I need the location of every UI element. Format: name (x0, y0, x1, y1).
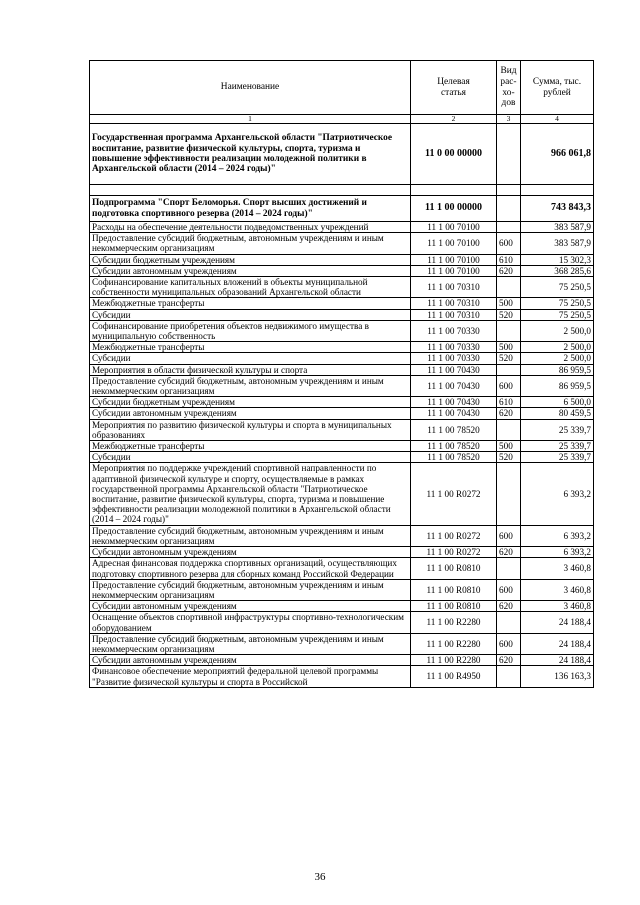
table-row (90, 375, 594, 396)
table-row (90, 277, 594, 298)
row-code: 11 1 00 70330 (411, 353, 497, 364)
row-code: 11 1 00 78520 (411, 452, 497, 463)
table-row (90, 633, 594, 654)
row-code: 11 1 00 78520 (411, 441, 497, 452)
row-name: Мероприятия в области физической культуры и спорта (90, 364, 411, 375)
row-name: Оснащение объектов спортивной инфраструктуры спортивно-технологическим оборудованием (90, 612, 411, 633)
row-code: 11 1 00 R2280 (411, 612, 497, 633)
row-expense-type (497, 222, 521, 233)
row-expense-type: 620 (497, 547, 521, 558)
row-sum: 25 339,7 (521, 441, 594, 452)
column-number: 1 (90, 115, 411, 124)
table-row (90, 222, 594, 233)
row-sum: 86 959,5 (521, 364, 594, 375)
row-name: Предоставление субсидий бюджетным, автономным учреждениям и иным некоммерческим организациям (90, 579, 411, 600)
page-number: 36 (314, 871, 326, 883)
row-sum: 75 250,5 (521, 309, 594, 320)
column-number: 3 (497, 115, 521, 124)
row-name: Финансовое обеспечение мероприятий федеральной целевой программы "Развитие физической культуры и спорта в Российской (90, 666, 411, 687)
row-code: 11 1 00 R2280 (411, 633, 497, 654)
row-name: Мероприятия по поддержке учреждений спортивной направленности по адаптивной физической культуре и спорту, осуществляемые в рамках государственной программы Архангельской области "Патриотическое воспитание, развитие физической культуры, спорта, туризма и повышение эффективности реализации молодежной политики в Архангельской области (2014 – 2024 годы)" (90, 463, 411, 525)
row-expense-type (497, 277, 521, 298)
row-sum: 383 587,9 (521, 233, 594, 254)
row-expense-type: 500 (497, 342, 521, 353)
row-code: 11 1 00 R0272 (411, 547, 497, 558)
row-code: 11 1 00 R0810 (411, 601, 497, 612)
row-name: Субсидии автономным учреждениям (90, 601, 411, 612)
table-row (90, 408, 594, 419)
row-sum: 24 188,4 (521, 655, 594, 666)
row-expense-type: 600 (497, 633, 521, 654)
table-row (90, 579, 594, 600)
table-row (90, 463, 594, 525)
row-sum: 136 163,3 (521, 666, 594, 687)
table-row (90, 298, 594, 309)
table-row (90, 265, 594, 276)
row-code: 11 1 00 70430 (411, 375, 497, 396)
row-expense-type: 620 (497, 265, 521, 276)
row-expense-type (497, 463, 521, 525)
row-name: Субсидии (90, 309, 411, 320)
row-expense-type: 520 (497, 452, 521, 463)
header-target-article: Целевая статья (411, 61, 497, 115)
program-row (90, 124, 594, 185)
row-expense-type: 620 (497, 655, 521, 666)
table-row (90, 309, 594, 320)
row-expense-type (497, 558, 521, 579)
row-name: Софинансирование капитальных вложений в объекты муниципальной собственности муниципальных образований Архангельской области (90, 277, 411, 298)
row-sum: 368 285,6 (521, 265, 594, 276)
row-name: Межбюджетные трансферты (90, 342, 411, 353)
row-expense-type: 600 (497, 233, 521, 254)
row-name: Софинансирование приобретения объектов недвижимого имущества в муниципальную собственность (90, 320, 411, 341)
row-code: 11 1 00 70330 (411, 320, 497, 341)
row-code: 11 1 00 70100 (411, 254, 497, 265)
row-sum: 3 460,8 (521, 558, 594, 579)
table-row (90, 342, 594, 353)
row-expense-type (497, 320, 521, 341)
row-sum: 6 393,2 (521, 547, 594, 558)
row-name: Предоставление субсидий бюджетным, автономным учреждениям и иным некоммерческим организациям (90, 525, 411, 546)
row-sum: 80 459,5 (521, 408, 594, 419)
header-sum: Сумма, тыс. рублей (521, 61, 594, 115)
row-sum: 24 188,4 (521, 612, 594, 633)
row-expense-type: 610 (497, 397, 521, 408)
table-row (90, 525, 594, 546)
row-expense-type: 610 (497, 254, 521, 265)
table-row (90, 397, 594, 408)
row-expense-type (497, 612, 521, 633)
row-expense-type: 620 (497, 601, 521, 612)
row-expense-type: 620 (497, 408, 521, 419)
row-sum: 6 393,2 (521, 463, 594, 525)
row-sum: 3 460,8 (521, 601, 594, 612)
row-name: Межбюджетные трансферты (90, 298, 411, 309)
row-expense-type: 500 (497, 441, 521, 452)
row-code: 11 1 00 70100 (411, 222, 497, 233)
column-number: 2 (411, 115, 497, 124)
subprogram-code: 11 1 00 00000 (411, 196, 497, 222)
row-code: 11 1 00 70310 (411, 298, 497, 309)
subprogram-sum: 743 843,3 (521, 196, 594, 222)
row-sum: 86 959,5 (521, 375, 594, 396)
row-code: 11 1 00 R0810 (411, 558, 497, 579)
row-name: Мероприятия по развитию физической культуры и спорта в муниципальных образованиях (90, 419, 411, 440)
row-sum: 6 500,0 (521, 397, 594, 408)
table-row (90, 441, 594, 452)
row-code: 11 1 00 78520 (411, 419, 497, 440)
row-sum: 2 500,0 (521, 353, 594, 364)
row-name: Предоставление субсидий бюджетным, автономным учреждениям и иным некоммерческим организациям (90, 633, 411, 654)
table-row (90, 655, 594, 666)
row-expense-type: 600 (497, 579, 521, 600)
row-sum: 6 393,2 (521, 525, 594, 546)
row-code: 11 1 00 70430 (411, 397, 497, 408)
row-code: 11 1 00 R0810 (411, 579, 497, 600)
row-expense-type: 520 (497, 309, 521, 320)
table-row (90, 320, 594, 341)
row-expense-type: 600 (497, 375, 521, 396)
row-name: Субсидии бюджетным учреждениям (90, 254, 411, 265)
spacer-row (90, 185, 594, 196)
header-expense-type: Вид рас-хо-дов (497, 61, 521, 115)
row-expense-type (497, 364, 521, 375)
row-sum: 2 500,0 (521, 320, 594, 341)
row-expense-type (497, 419, 521, 440)
row-code: 11 1 00 70310 (411, 309, 497, 320)
row-expense-type (497, 666, 521, 687)
table-row (90, 254, 594, 265)
row-name: Субсидии (90, 452, 411, 463)
subprogram-row (90, 196, 594, 222)
row-code: 11 1 00 R0272 (411, 463, 497, 525)
row-name: Межбюджетные трансферты (90, 441, 411, 452)
row-sum: 25 339,7 (521, 419, 594, 440)
row-name: Субсидии автономным учреждениям (90, 265, 411, 276)
table-row (90, 601, 594, 612)
program-code: 11 0 00 00000 (411, 124, 497, 185)
column-number: 4 (521, 115, 594, 124)
column-number-row (90, 115, 594, 124)
program-expense-type (497, 124, 521, 185)
row-name: Адресная финансовая поддержка спортивных организаций, осуществляющих подготовку спортивного резерва для сборных команд Российской Федерации (90, 558, 411, 579)
row-sum: 24 188,4 (521, 633, 594, 654)
budget-table (89, 60, 594, 688)
row-code: 11 1 00 R2280 (411, 655, 497, 666)
row-code: 11 1 00 70310 (411, 277, 497, 298)
table-row (90, 547, 594, 558)
table-row (90, 558, 594, 579)
row-name: Субсидии автономным учреждениям (90, 547, 411, 558)
row-sum: 25 339,7 (521, 452, 594, 463)
row-code: 11 1 00 70430 (411, 408, 497, 419)
row-code: 11 1 00 70100 (411, 233, 497, 254)
row-sum: 75 250,5 (521, 277, 594, 298)
row-code: 11 1 00 70100 (411, 265, 497, 276)
row-code: 11 1 00 70330 (411, 342, 497, 353)
row-sum: 15 302,3 (521, 254, 594, 265)
row-name: Субсидии автономным учреждениям (90, 655, 411, 666)
row-expense-type: 500 (497, 298, 521, 309)
row-name: Субсидии (90, 353, 411, 364)
row-code: 11 1 00 R4950 (411, 666, 497, 687)
row-name: Расходы на обеспечение деятельности подведомственных учреждений (90, 222, 411, 233)
row-name: Субсидии бюджетным учреждениям (90, 397, 411, 408)
table-row (90, 612, 594, 633)
row-name: Предоставление субсидий бюджетным, автономным учреждениям и иным некоммерческим организациям (90, 375, 411, 396)
row-sum: 383 587,9 (521, 222, 594, 233)
row-expense-type: 520 (497, 353, 521, 364)
row-expense-type: 600 (497, 525, 521, 546)
subprogram-expense-type (497, 196, 521, 222)
table-row (90, 666, 594, 687)
subprogram-name: Подпрограмма "Спорт Беломорья. Спорт высших достижений и подготовка спортивного резерва (2014 – 2024 годы)" (90, 196, 411, 222)
header-name: Наименование (90, 61, 411, 115)
program-name: Государственная программа Архангельской области "Патриотическое воспитание, развитие физической культуры, спорта, туризма и повышение эффективности реализации молодежной политики в Архангельской области (2014 – 2024 годы)" (90, 124, 411, 185)
program-sum: 966 061,8 (521, 124, 594, 185)
row-name: Предоставление субсидий бюджетным, автономным учреждениям и иным некоммерческим организациям (90, 233, 411, 254)
row-name: Субсидии автономным учреждениям (90, 408, 411, 419)
table-row (90, 353, 594, 364)
row-code: 11 1 00 70430 (411, 364, 497, 375)
row-sum: 2 500,0 (521, 342, 594, 353)
table-row (90, 364, 594, 375)
header-row (90, 61, 594, 115)
row-code: 11 1 00 R0272 (411, 525, 497, 546)
table-row (90, 419, 594, 440)
table-row (90, 452, 594, 463)
table-row (90, 233, 594, 254)
row-sum: 75 250,5 (521, 298, 594, 309)
row-sum: 3 460,8 (521, 579, 594, 600)
